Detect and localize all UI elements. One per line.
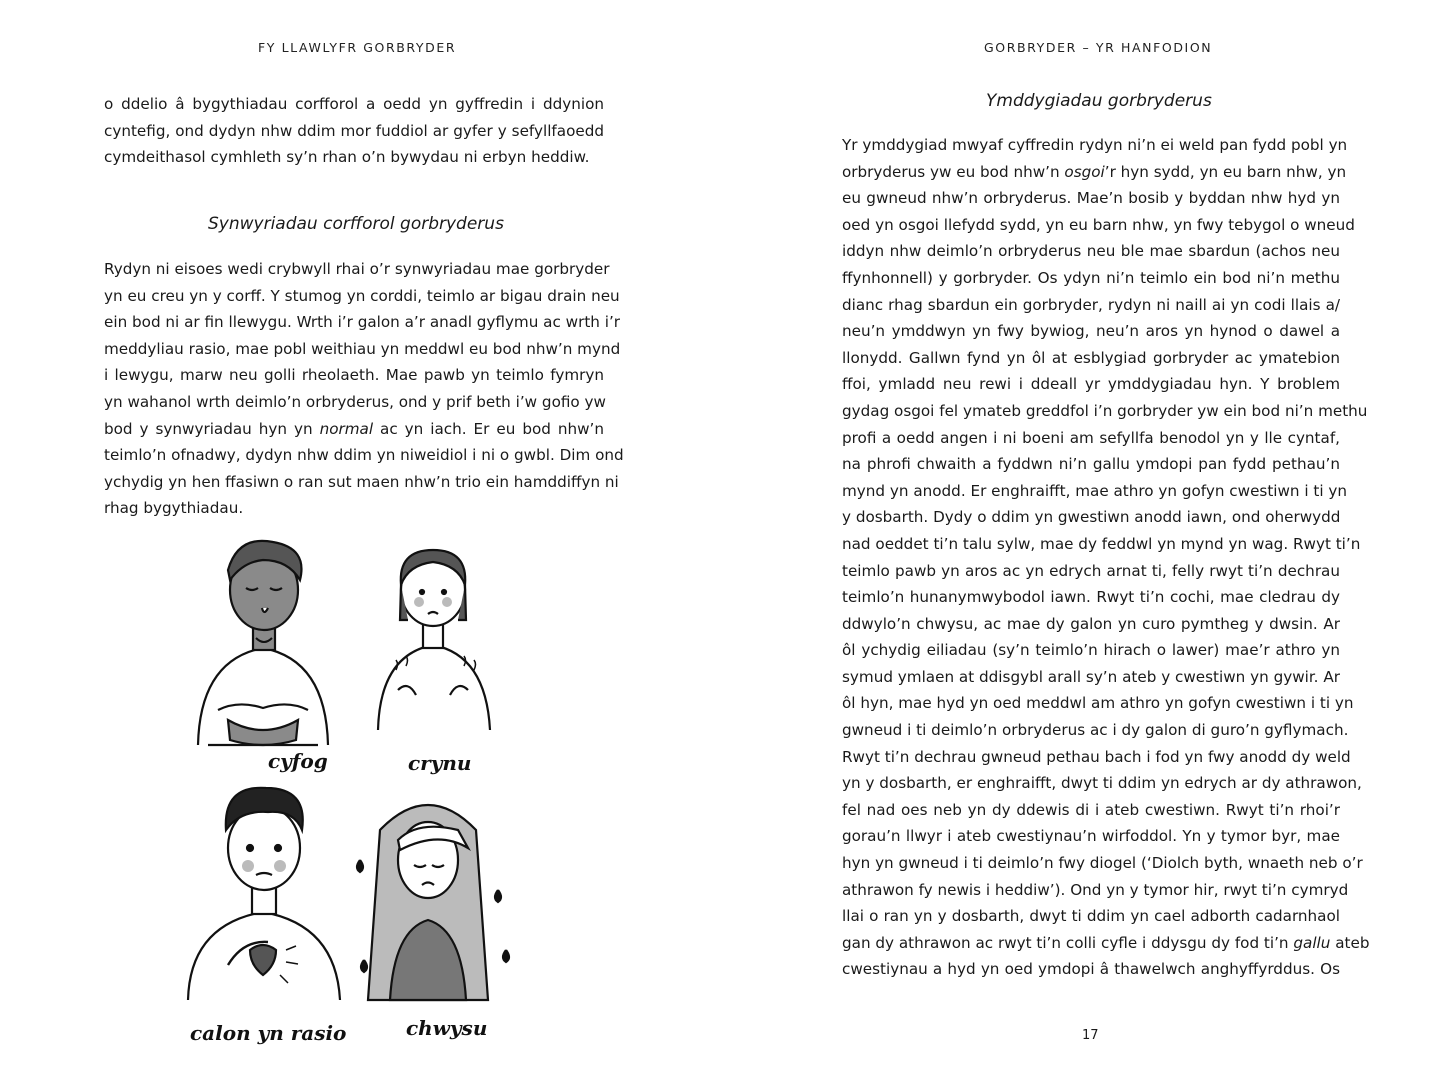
text-line: y dosbarth. Dydy o ddim yn gwestiwn anodd iawn, ond oherwydd [842, 508, 1341, 527]
text-line [842, 159, 1347, 186]
caption-nausea: cyfog [268, 749, 328, 773]
text-line: gwneud i ti deimlo’n orbryderus ac i dy galon di guro’n gyflymach. [842, 721, 1349, 740]
text-line: ôl ychydig eiliadau (sy’n teimlo’n hirach o lawer) mae’r athro yn [842, 641, 1340, 660]
text-line: yn y dosbarth, er enghraifft, dwyt ti ddim yn edrych ar dy athrawon, [842, 774, 1362, 793]
text-line: eu gwneud nhw’n orbryderus. Mae’n bosib y byddan nhw hyd yn [842, 189, 1340, 208]
text-line: yn wahanol wrth deimlo’n orbryderus, ond y prif beth i’w gofio yw [104, 392, 606, 411]
text-line: ffynhonnell) y gorbryder. Os ydyn ni’n teimlo ein bod ni’n methu [842, 268, 1340, 287]
left-page [0, 0, 722, 1088]
figure-nausea [198, 541, 328, 745]
emphasis-normal: normal [319, 419, 374, 438]
text-line: symud ymlaen at ddisgybl arall sy’n ateb y cwestiwn yn gywir. Ar [842, 667, 1340, 686]
text-line: Yr ymddygiad mwyaf cyffredin rydyn ni’n ei weld pan fydd pobl yn [842, 136, 1348, 154]
text-line: iddyn nhw deimlo’n orbryderus neu ble mae sbardun (achos neu [842, 242, 1340, 261]
text-line: neu’n ymddwyn yn fwy bywiog, neu’n aros yn hynod o dawel a [842, 322, 1340, 341]
text-line: yn eu creu yn y corff. Y stumog yn corddi, teimlo ar bigau drain neu [104, 286, 620, 305]
text-line: ôl hyn, mae hyd yn oed meddwl am athro yn gofyn cwestiwn i ti yn [842, 694, 1354, 713]
text-line: ychydig yn hen ffasiwn o ran sut maen nhw’n trio ein hamddiffyn ni [104, 472, 619, 491]
text-line: llai o ran yn y dosbarth, dwyt ti ddim yn cael adborth cadarnhaol [842, 907, 1340, 926]
text-run: gan dy athrawon ac rwyt ti’n colli cyfle i ddysgu dy fod ti’n [842, 933, 1294, 952]
text-line: mynd yn anodd. Er enghraifft, mae athro yn gofyn cwestiwn i ti yn [842, 481, 1348, 500]
text-line: ddwylo’n chwysu, ac mae dy galon yn curo pymtheg y dwsin. Ar [842, 614, 1340, 633]
text-line: teimlo’n hunanymwybodol iawn. Rwyt ti’n cochi, mae cledrau dy [842, 588, 1340, 607]
text-line: gorau’n llwyr i ateb cwestiynau’n wirfoddol. Yn y tymor byr, mae [842, 827, 1340, 846]
text-line: fel nad oes neb yn dy ddewis di i ateb cwestiwn. Rwyt ti’n rhoi’r [842, 800, 1340, 819]
text-line: gydag osgoi fel ymateb greddfol i’n gorbryder yw ein bod ni’n methu [842, 401, 1368, 420]
paragraph-sensations [104, 256, 624, 522]
section-heading-behaviours: Ymddygiadau gorbryderus [986, 91, 1212, 111]
figure-racing-heart [188, 788, 340, 1000]
text-run: ac yn iach. Er eu bod nhw’n [373, 419, 604, 438]
caption-shaking: crynu [408, 751, 472, 775]
text-line: meddyliau rasio, mae pobl weithiau yn meddwl eu bod nhw’n mynd [104, 339, 621, 358]
text-line: rhag bygythiadau. [104, 499, 244, 518]
text-line: nad oeddet ti’n talu sylw, mae dy feddwl yn mynd yn wag. Rwyt ti’n [842, 534, 1361, 553]
caption-racing-heart: calon yn rasio [190, 1021, 347, 1045]
text-line: oed yn osgoi llefydd sydd, yn eu barn nhw, yn fwy tebygol o wneud [842, 215, 1355, 234]
figure-sweating [357, 805, 509, 1000]
paragraph-behaviours [842, 132, 1370, 983]
text-line: Rydyn ni eisoes wedi crybwyll rhai o’r synwyriadau mae gorbryder [104, 260, 610, 278]
text-line: teimlo pawb yn aros ac yn edrych arnat ti, felly rwyt ti’n dechrau [842, 561, 1340, 580]
text-line: na phrofi chwaith a fyddwn ni’n gallu ymdopi pan fydd pethau’n [842, 455, 1340, 474]
text-run: bod y synwyriadau hyn yn [104, 419, 320, 438]
text-line [842, 930, 1370, 957]
text-line: o ddelio â bygythiadau corfforol a oedd yn gyffredin i ddynion [104, 95, 604, 113]
running-head-right: GORBRYDER – YR HANFODION [984, 40, 1213, 55]
text-line: profi a oedd angen i ni boeni am sefyllfa benodol yn y lle cyntaf, [842, 428, 1340, 447]
text-line: teimlo’n ofnadwy, dydyn nhw ddim yn niweidiol i ni o gwbl. Dim ond [104, 446, 624, 465]
text-line: cymdeithasol cymhleth sy’n rhan o’n bywydau ni erbyn heddiw. [104, 148, 590, 167]
text-line: dianc rhag sbardun ein gorbryder, rydyn ni naill ai yn codi llais a/ [842, 295, 1340, 314]
paragraph-intro [104, 91, 604, 171]
text-line: i lewygu, marw neu golli rheolaeth. Mae pawb yn teimlo fymryn [104, 366, 604, 385]
section-heading-sensations: Synwyriadau corfforol gorbryderus [208, 214, 504, 234]
anxiety-symptoms-illustration [168, 530, 528, 1060]
text-line: cwestiynau a hyd yn oed ymdopi â thawelwch anghyffyrddus. Os [842, 960, 1340, 979]
text-line [104, 416, 604, 443]
text-run: orbryderus yw eu bod nhw’n [842, 162, 1065, 181]
text-line: Rwyt ti’n dechrau gwneud pethau bach i fod yn fwy anodd dy weld [842, 747, 1351, 766]
running-head-left: FY LLAWLYFR GORBRYDER [258, 40, 457, 55]
page-number: 17 [1082, 1028, 1099, 1043]
text-line: ffoi, ymladd neu rewi i ddeall yr ymddygiadau hyn. Y broblem [842, 375, 1340, 394]
text-line: hyn yn gwneud i ti deimlo’n fwy diogel (‘Diolch byth, wnaeth neb o’r [842, 854, 1363, 873]
emphasis-gallu: gallu [1293, 933, 1331, 952]
text-run: ateb [1330, 933, 1370, 952]
right-page [722, 0, 1445, 1088]
text-line: cyntefig, ond dydyn nhw ddim mor fuddiol ar gyfer y sefyllfaoedd [104, 121, 604, 140]
text-line: athrawon fy newis i heddiw’). Ond yn y tymor hir, rwyt ti’n cymryd [842, 880, 1349, 899]
text-line: llonydd. Gallwn fynd yn ôl at esblygiad gorbryder ac ymatebion [842, 348, 1340, 367]
emphasis-osgoi: osgoi [1064, 162, 1105, 181]
caption-sweating: chwysu [406, 1016, 488, 1040]
text-line: ein bod ni ar fin llewygu. Wrth i’r galon a’r anadl gyflymu ac wrth i’r [104, 313, 621, 332]
figure-shaking [378, 550, 490, 730]
text-run: ’r hyn sydd, yn eu barn nhw, yn [1104, 162, 1347, 181]
